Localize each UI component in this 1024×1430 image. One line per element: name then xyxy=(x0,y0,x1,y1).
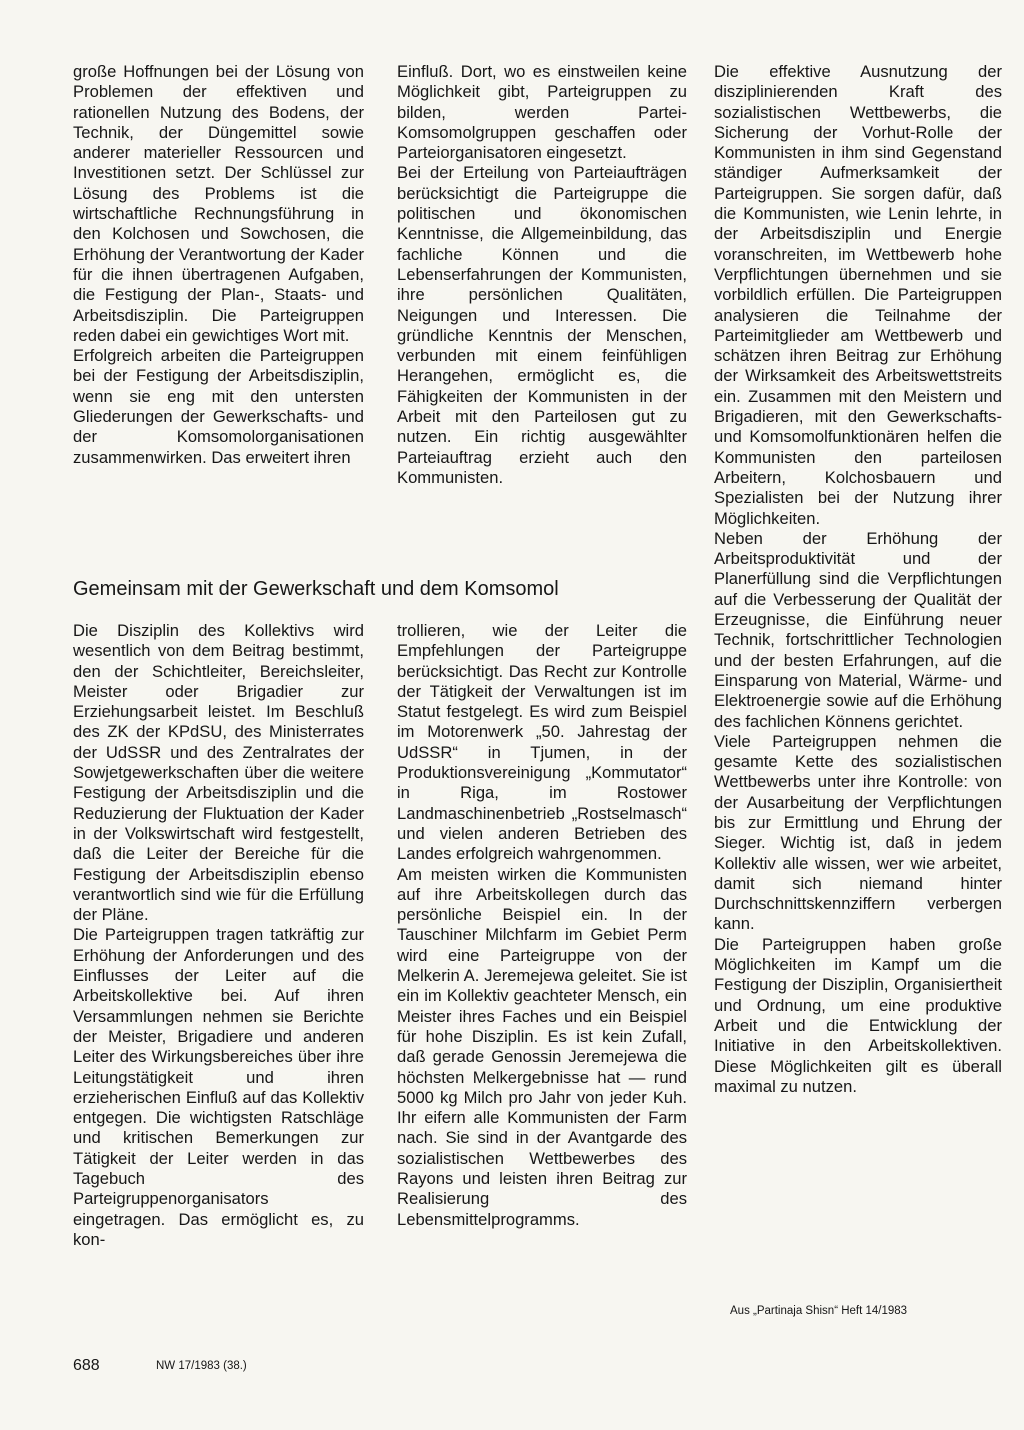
paragraph: große Hoffnungen bei der Lösung von Problemen der effektiven und rationellen Nutzung des Bodens, der Technik, der Düngemittel sowie anderer materieller Ressourcen und Investitionen setzt. Der Schlüssel zur Lösung des Problems ist die wirtschaftliche Rechnungsführung in den Kolchosen und Sowchosen, die Erhöhung der Verantwortung der Kader für die ihnen übertragenen Aufgaben, die Festigung der Plan-, Staats- und Arbeitsdisziplin. Die Parteigruppen reden dabei ein gewichtiges Wort mit. xyxy=(73,62,364,345)
column-bottom-middle xyxy=(397,621,687,1333)
paragraph: Einfluß. Dort, wo es einstweilen keine Möglichkeit gibt, Parteigruppen zu bilden, werden Partei-Komsomolgruppen geschaffen oder Parteiorganisatoren eingesetzt. xyxy=(397,62,687,163)
section-heading: Gemeinsam mit der Gewerkschaft und dem Komsomol xyxy=(73,578,559,600)
paragraph: Die Disziplin des Kollektivs wird wesentlich von dem Beitrag bestimmt, den der Schichtleiter, Bereichsleiter, Meister oder Brigadier zur Erziehungsarbeit leistet. Im Beschluß des ZK der KPdSU, des Ministerrates der UdSSR und des Zentralrates der Sowjetgewerkschaften über die weitere Festigung der Arbeitsdisziplin und die Reduzierung der Fluktuation der Kader in der Volkswirtschaft wird festgestellt, daß die Leiter der Bereiche für die Festigung der Arbeitsdisziplin ebenso verantwortlich sind wie für die Erfüllung der Pläne. xyxy=(73,621,364,925)
page-footer xyxy=(73,1356,473,1376)
column-bottom-left xyxy=(73,621,364,1333)
paragraph: Neben der Erhöhung der Arbeitsproduktivität und der Planerfüllung sind die Verpflichtungen auf die Verbesserung der Qualität der Erzeugnisse, die Einführung neuer Technik, fortschrittlicher Technologien und der besten Erfahrungen, auf die Einsparung von Material, Wärme- und Elektroenergie sowie auf die Erhöhung des fachlichen Könnens gerichtet. xyxy=(714,528,1002,731)
issue-reference: NW 17/1983 (38.) xyxy=(156,1360,247,1372)
column-top-left xyxy=(73,62,364,562)
column-right xyxy=(714,62,1002,1280)
paragraph: Erfolgreich arbeiten die Parteigruppen bei der Festigung der Arbeitsdisziplin, wenn sie eng mit den untersten Gliederungen der Gewerkschafts- und der Komsomolorganisationen zusammenwirken. Das erweitert ihren xyxy=(73,346,364,467)
paragraph: Die effektive Ausnutzung der disziplinierenden Kraft des sozialistischen Wettbewerbs, die Sicherung der Vorhut-Rolle der Kommunisten in ihm sind Gegenstand ständiger Aufmerksamkeit der Parteigruppen. Sie sorgen dafür, daß die Kommunisten, wie Lenin lehrte, in der Arbeitsdisziplin und Energie voranschreiten, im Wettbewerb hohe Verpflichtungen übernehmen und sie vorbildlich erfüllen. Die Parteigruppen analysieren die Teilnahme der Parteimitglieder am Wettbewerb und schätzen ihren Beitrag zur Erhöhung der Wirksamkeit des Arbeitswettstreits ein. Zusammen mit den Meistern und Brigadieren, mit den Gewerkschafts- und Komsomolfunktionären helfen die Kommunisten den parteilosen Arbeitern, Kolchosbauern und Spezialisten bei der Nutzung ihrer Möglichkeiten. xyxy=(714,62,1002,528)
paragraph: Bei der Erteilung von Parteiaufträgen berücksichtigt die Parteigruppe die politischen und ökonomischen Kenntnisse, die Allgemeinbildung, das fachliche Können und die Lebenserfahrungen der Kommunisten, ihre persönlichen Qualitäten, Neigungen und Interessen. Die gründliche Kenntnis der Menschen, verbunden mit einem feinfühligen Herangehen, ermöglicht es, die Fähigkeiten der Kommunisten in der Arbeit mit den Parteilosen gut zu nutzen. Ein richtig ausgewählter Parteiauftrag erzieht auch den Kommunisten. xyxy=(397,163,687,487)
page-number: 688 xyxy=(73,1357,100,1374)
paragraph: trollieren, wie der Leiter die Empfehlungen der Parteigruppe berücksichtigt. Das Recht zur Kontrolle der Tätigkeit der Verwaltungen ist im Statut festgelegt. Es wird zum Beispiel im Motorenwerk „50. Jahrestag der UdSSR“ in Tjumen, in der Produktionsvereinigung „Kommutator“ in Riga, im Rostower Landmaschinenbetrieb „Rostselmasch“ und vielen anderen Betrieben des Landes erfolgreich wahrgenommen. xyxy=(397,621,687,864)
paragraph: Die Parteigruppen tragen tatkräftig zur Erhöhung der Anforderungen und des Einflusses der Leiter auf die Arbeitskollektive bei. Auf ihren Versammlungen nehmen sie Berichte der Meister, Brigadiere und anderen Leiter des Wirkungsbereiches über ihre Leitungstätigkeit und ihren erzieherischen Einfluß auf das Kollektiv entgegen. Die wichtigsten Ratschläge und kritischen Bemerkungen zur Tätigkeit der Leiter werden in das Tagebuch des Parteigruppenorganisators eingetragen. Das ermöglicht es, zu kon- xyxy=(73,925,364,1249)
paragraph: Viele Parteigruppen nehmen die gesamte Kette des sozialistischen Wettbewerbs unter ihre Kontrolle: von der Ausarbeitung der Verpflichtungen bis zur Ermittlung und Ehrung der Sieger. Wichtig ist, daß in jedem Kollektiv alle wissen, wer wie arbeitet, damit sich niemand hinter Durchschnittskennziffern verbergen kann. xyxy=(714,731,1002,934)
paragraph: Am meisten wirken die Kommunisten auf ihre Arbeitskollegen durch das persönliche Beispiel ein. In der Tauschiner Milchfarm im Gebiet Perm wird eine Parteigruppe von der Melkerin A. Jeremejewa geleitet. Sie ist ein im Kollektiv geachteter Mensch, ein Meister ihres Faches und ein Beispiel für hohe Disziplin. Es ist kein Zufall, daß gerade Genossin Jeremejewa die höchsten Melkergebnisse hat — rund 5000 kg Milch pro Jahr von jeder Kuh. Ihr eifern alle Kommunisten der Farm nach. Sie sind in der Avantgarde des sozialistischen Wettbewerbes des Rayons und leisten ihren Beitrag zur Realisierung des Lebensmittelprogramms. xyxy=(397,864,687,1229)
paragraph: Die Parteigruppen haben große Möglichkeiten im Kampf um die Festigung der Disziplin, Organisiertheit und Ordnung, um eine produktive Arbeit und die Entwicklung der Initiative in den Arbeitskollektiven. Diese Möglichkeiten gilt es überall maximal zu nutzen. xyxy=(714,934,1002,1096)
source-note: Aus „Partinaja Shisn“ Heft 14/1983 xyxy=(730,1305,908,1317)
column-top-middle xyxy=(397,62,687,562)
